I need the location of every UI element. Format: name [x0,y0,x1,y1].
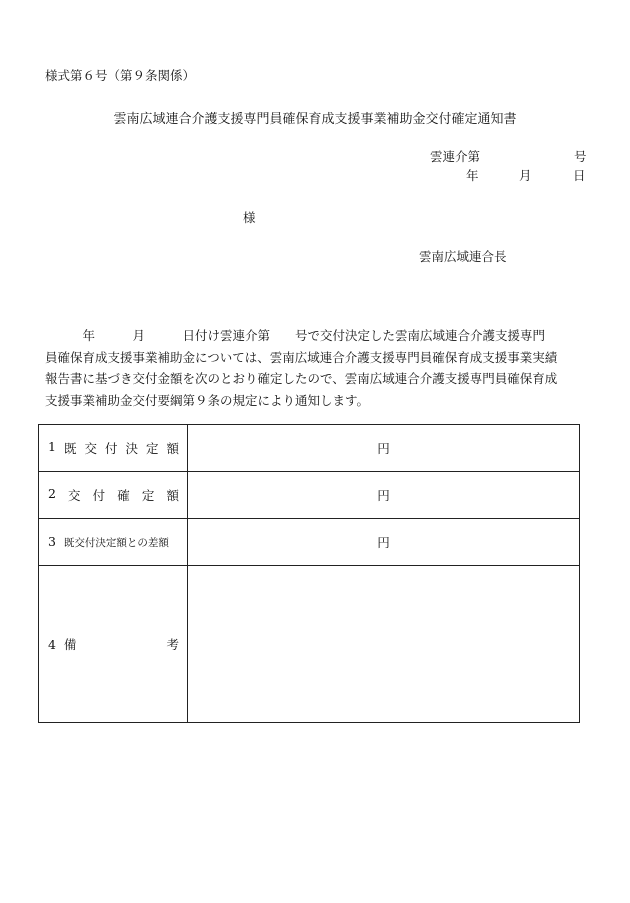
recipient-honorific: 様 [243,210,256,225]
document-title: 雲南広域連合介護支援専門員確保育成支援事業補助金交付確定通知書 [113,112,517,127]
form-number: 様式第６号（第９条関係） [45,68,196,83]
remarks-value [188,566,580,723]
table-row [39,472,580,519]
body-line-1: 年 月 日付け雲連介第 号で交付決定した雲南広域連合介護支援専門 [45,328,546,343]
row-label-difference: 3 既交付決定額との差額 [39,519,188,566]
date-year-label: 年 [466,168,479,183]
sender-name: 雲南広域連合長 [419,249,507,264]
previous-grant-amount-value: 円 [188,425,580,472]
row-label-confirmed-amount: 2 交 付 確 定 額 [39,472,188,519]
row-label-remarks: 4 備 考 [39,566,188,723]
table-row [39,425,580,472]
reference-number-suffix: 号 [574,149,587,164]
body-line-4: 支援事業補助金交付要綱第９条の規定により通知します。 [45,393,370,409]
body-line-2: 員確保育成支援事業補助金については、雲南広域連合介護支援専門員確保育成支援事業実績 [45,349,558,365]
table-row [39,566,580,723]
confirmed-amount-value: 円 [188,472,580,519]
body-paragraph [45,325,593,412]
body-line-3: 報告書に基づき交付金額を次のとおり確定したので、雲南広域連合介護支援専門員確保育成 [45,371,558,387]
date-day-label: 日 [573,168,586,183]
date-month-label: 月 [519,168,532,183]
reference-number-prefix: 雲連介第 [430,149,481,164]
amount-table [38,424,580,723]
row-label-previous-grant-amount: 1 既 交 付 決 定 額 [39,425,188,472]
difference-amount-value: 円 [188,519,580,566]
table-row [39,519,580,566]
